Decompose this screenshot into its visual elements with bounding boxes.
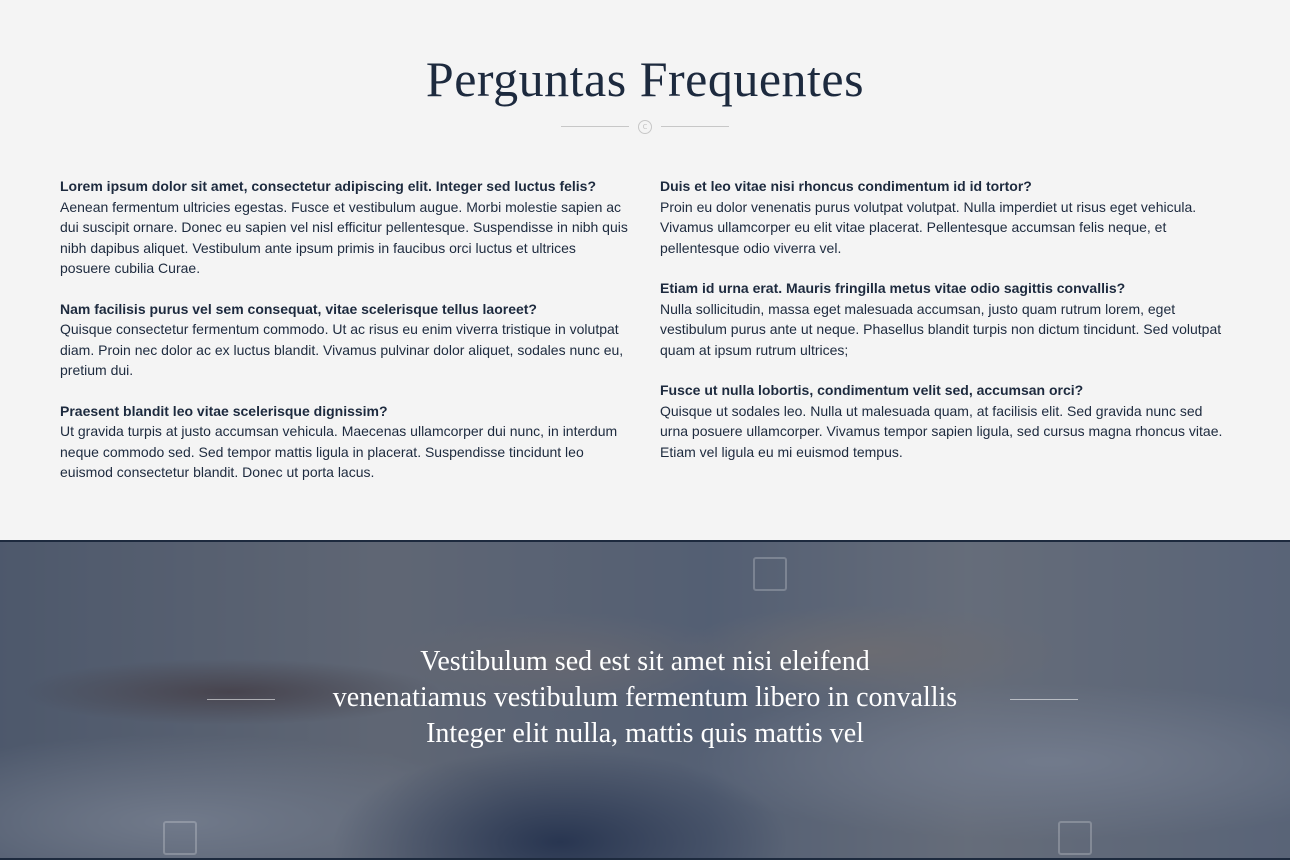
faq-item (660, 380, 1230, 462)
quote-line-3: Integer elit nulla, mattis quis mattis vel (426, 718, 864, 749)
faq-item (660, 278, 1230, 360)
divider-line-right (661, 126, 729, 127)
title-divider (561, 119, 729, 135)
quote-text (290, 644, 1000, 752)
watermark-icon (1058, 821, 1092, 855)
faq-item (60, 299, 630, 381)
faq-item (660, 176, 1230, 258)
quote-line-left (207, 699, 275, 700)
faq-column-left (60, 176, 630, 503)
quote-line-right (1010, 699, 1078, 700)
quote-line-1: Vestibulum sed est sit amet nisi eleifend (420, 646, 870, 677)
watermark-icon (753, 557, 787, 591)
watermark-icon (163, 821, 197, 855)
faq-answer: Proin eu dolor venenatis purus volutpat volutpat. Nulla imperdiet ut risus eget vehicula. Vivamus ullamcorper eu elit vitae placerat. Pellentesque accumsan felis neque, et pellentesque odio viverra vel. (660, 198, 1197, 256)
quote-line-2: venenatiamus vestibulum fermentum libero in convallis (332, 682, 958, 713)
quote-banner (0, 540, 1290, 860)
faq-title: Perguntas Frequentes (425, 51, 865, 107)
faq-question: Duis et leo vitae nisi rhoncus condimentum id id tortor? (660, 178, 1032, 194)
faq-answer: Quisque ut sodales leo. Nulla ut malesuada quam, at facilisis elit. Sed gravida nunc sed urna posuere ullamcorper. Vivamus tempor sapien ligula, sed cursus magna rhoncus vitae. Etiam vel ligula eu mi euismod tempus. (660, 402, 1223, 460)
faq-question: Fusce ut nulla lobortis, condimentum velit sed, accumsan orci? (660, 382, 1084, 398)
faq-item (60, 176, 630, 279)
divider-line-left (561, 126, 629, 127)
faq-question: Praesent blandit leo vitae scelerisque dignissim? (60, 402, 388, 419)
faq-answer: Quisque consectetur fermentum commodo. Ut ac risus eu enim viverra tristique in volutpat diam. Proin nec dolor ac ex luctus blandit. Vivamus pulvinar dolor aliquet, sodales nunc eu, pretium dui. (60, 321, 624, 378)
ornament-icon: c (638, 120, 652, 134)
faq-question: Nam facilisis purus vel sem consequat, vitae scelerisque tellus laoreet? (60, 300, 537, 317)
faq-answer: Ut gravida turpis at justo accumsan vehicula. Maecenas ullamcorper dui nunc, in interdum neque commodo sed. Sed tempor mattis ligula in placerat. Suspendisse tincidunt leo euismod consectetur blandit. Donec ut porta lacus. (60, 423, 618, 480)
faq-column-right (660, 176, 1230, 482)
faq-item (60, 401, 630, 483)
faq-answer: Aenean fermentum ultricies egestas. Fusce et vestibulum augue. Morbi molestie sapien ac dui suscipit ornare. Donec eu sapien vel nisl efficitur pellentesque. Suspendisse in nibh quis nibh dapibus aliquet. Vestibulum ante ipsum primis in faucibus orci luctus et ultrices posuere cubilia Curae. (60, 198, 628, 276)
faq-question: Etiam id urna erat. Mauris fringilla metus vitae odio sagittis convallis? (660, 280, 1126, 296)
faq-question: Lorem ipsum dolor sit amet, consectetur adipiscing elit. Integer sed luctus felis? (60, 178, 597, 194)
faq-answer: Nulla sollicitudin, massa eget malesuada accumsan, justo quam rutrum lorem, eget vestibulum purus ante ut neque. Phasellus blandit turpis non dictum tincidunt. Sed volutpat quam at ipsum rutrum ultrices; (660, 300, 1222, 358)
